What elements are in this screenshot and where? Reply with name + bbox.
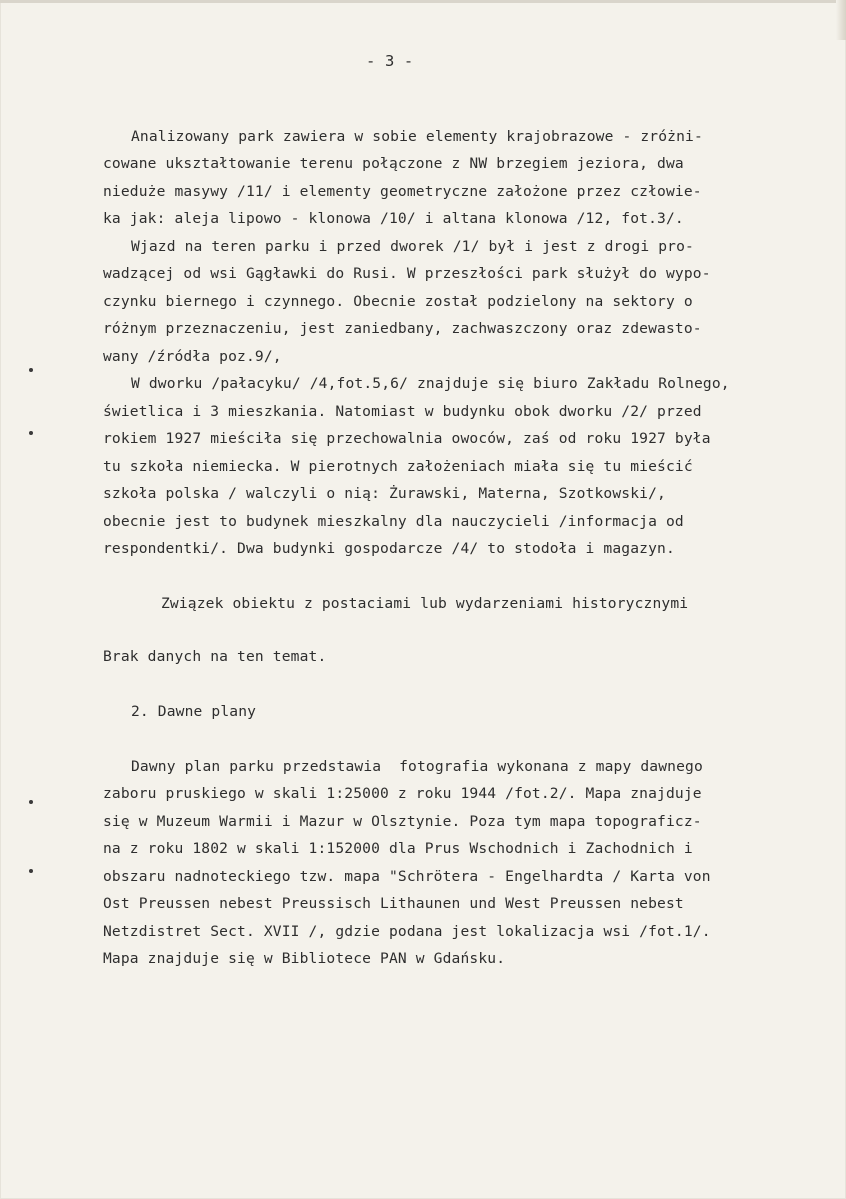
text-line: rokiem 1927 mieściła się przechowalnia owoców, zaś od roku 1927 była: [103, 430, 711, 447]
text-line: Analizowany park zawiera w sobie elementy krajobrazowe - zróżni-: [131, 128, 703, 145]
text-line: Mapa znajduje się w Bibliotece PAN w Gdańsku.: [103, 950, 506, 967]
text-line: wadzącej od wsi Gągławki do Rusi. W przeszłości park służył do wypo-: [103, 265, 711, 282]
text-line: Ost Preussen nebest Preussisch Lithaunen und West Preussen nebest: [103, 895, 684, 912]
text-line: się w Muzeum Warmii i Mazur w Olsztynie. Poza tym mapa topograficz-: [103, 813, 702, 830]
text-line: cowane ukształtowanie terenu połączone z NW brzegiem jeziora, dwa: [103, 155, 684, 172]
text-line: zaboru pruskiego w skali 1:25000 z roku 1944 /fot.2/. Mapa znajduje: [103, 785, 702, 802]
text-line: tu szkoła niemiecka. W pierotnych założeniach miała się tu mieścić: [103, 458, 693, 475]
text-line: różnym przeznaczeniu, jest zaniedbany, zachwaszczony oraz zdewasto-: [103, 320, 702, 337]
text-line: nieduże masywy /11/ i elementy geometryczne założone przez człowie-: [103, 183, 702, 200]
binder-hole-mark: [29, 800, 33, 804]
text-line: Netzdistret Sect. XVII /, gdzie podana jest lokalizacja wsi /fot.1/.: [103, 923, 711, 940]
text-line: Wjazd na teren parku i przed dworek /1/ był i jest z drogi pro-: [131, 238, 694, 255]
text-line: czynku biernego i czynnego. Obecnie został podzielony na sektory o: [103, 293, 693, 310]
text-line: obszaru nadnoteckiego tzw. mapa "Schrötera - Engelhardta / Karta von: [103, 868, 711, 885]
text-line: szkoła polska / walczyli o nią: Żurawski, Materna, Szotkowski/,: [103, 485, 666, 502]
section-heading: Związek obiektu z postaciami lub wydarzeniami historycznymi: [161, 595, 689, 612]
binder-hole-mark: [29, 431, 33, 435]
page-corner-shadow: [836, 0, 846, 40]
binder-hole-mark: [29, 869, 33, 873]
page-number: - 3 -: [366, 52, 414, 70]
text-line: ka jak: aleja lipowo - klonowa /10/ i altana klonowa /12, fot.3/.: [103, 210, 684, 227]
section-heading: 2. Dawne plany: [131, 703, 257, 720]
text-line: W dworku /pałacyku/ /4,fot.5,6/ znajduje się biuro Zakładu Rolnego,: [131, 375, 730, 392]
text-line: obecnie jest to budynek mieszkalny dla nauczycieli /informacja od: [103, 513, 684, 530]
text-line: wany /źródła poz.9/,: [103, 348, 282, 365]
text-line: Dawny plan parku przedstawia fotografia wykonana z mapy dawnego: [131, 758, 703, 775]
text-line: respondentki/. Dwa budynki gospodarcze /4/ to stodoła i magazyn.: [103, 540, 675, 557]
page-top-edge: [0, 0, 846, 3]
binder-hole-mark: [29, 368, 33, 372]
text-line: świetlica i 3 mieszkania. Natomiast w budynku obok dworku /2/ przed: [103, 403, 702, 420]
text-line: na z roku 1802 w skali 1:152000 dla Prus Wschodnich i Zachodnich i: [103, 840, 693, 857]
text-line: Brak danych na ten temat.: [103, 648, 327, 665]
